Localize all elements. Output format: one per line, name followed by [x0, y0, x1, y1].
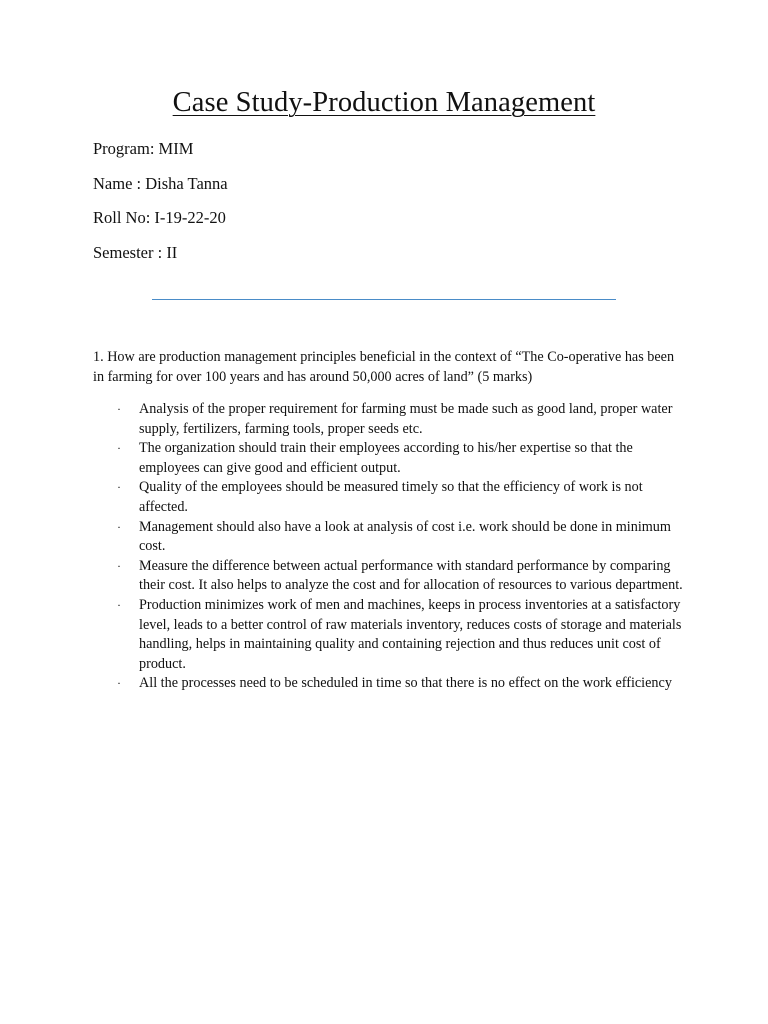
bullet-icon: · [117, 441, 121, 456]
bullet-text: Measure the difference between actual performance with standard performance by comparing their cost. It also helps to analyze the cost and for allocation of resources to various department. [139, 557, 683, 594]
list-item [114, 596, 684, 674]
bullet-text: Analysis of the proper requirement for farming must be made such as good land, proper water supply, fertilizers, farming tools, proper seeds etc. [139, 401, 673, 437]
list-item [114, 557, 684, 596]
bullet-text: The organization should train their employees according to his/her expertise so that the employees can give good and efficient output. [139, 440, 633, 476]
list-item [114, 674, 684, 694]
bullet-text: Management should also have a look at analysis of cost i.e. work should be done in minimum cost. [139, 518, 671, 555]
bullet-text: All the processes need to be scheduled in time so that there is no effect on the work efficiency [139, 675, 672, 692]
list-item [114, 439, 684, 478]
document-title: Case Study-Production Management [172, 87, 596, 118]
horizontal-divider [152, 299, 616, 300]
bullet-icon: · [117, 597, 121, 612]
list-item [114, 518, 684, 557]
roll-number-line: Roll No: I-19-22-20 [93, 208, 226, 227]
question-text: 1. How are production management principles beneficial in the context of “The Co-operative has been in farming for over 100 years and has around 50,000 acres of land” (5 marks) [93, 349, 675, 385]
answer-bullet-list [114, 400, 684, 694]
bullet-icon: · [117, 676, 121, 691]
semester-line: Semester : II [93, 243, 178, 262]
student-name-line: Name : Disha Tanna [93, 174, 228, 193]
program-line: Program: MIM [93, 139, 194, 158]
list-item [114, 478, 684, 517]
bullet-icon: · [117, 519, 121, 534]
list-item [114, 400, 684, 439]
bullet-icon: · [117, 558, 121, 573]
bullet-text: Quality of the employees should be measured timely so that the efficiency of work is not affected. [139, 479, 643, 515]
bullet-text: Production minimizes work of men and machines, keeps in process inventories at a satisfactory level, leads to a better control of raw materials inventory, reduces costs of storage and materials handling, helps in maintaining quality and containing rejection and thus reduces unit cost of product. [139, 596, 682, 672]
bullet-icon: · [117, 402, 121, 416]
bullet-icon: · [117, 480, 121, 495]
